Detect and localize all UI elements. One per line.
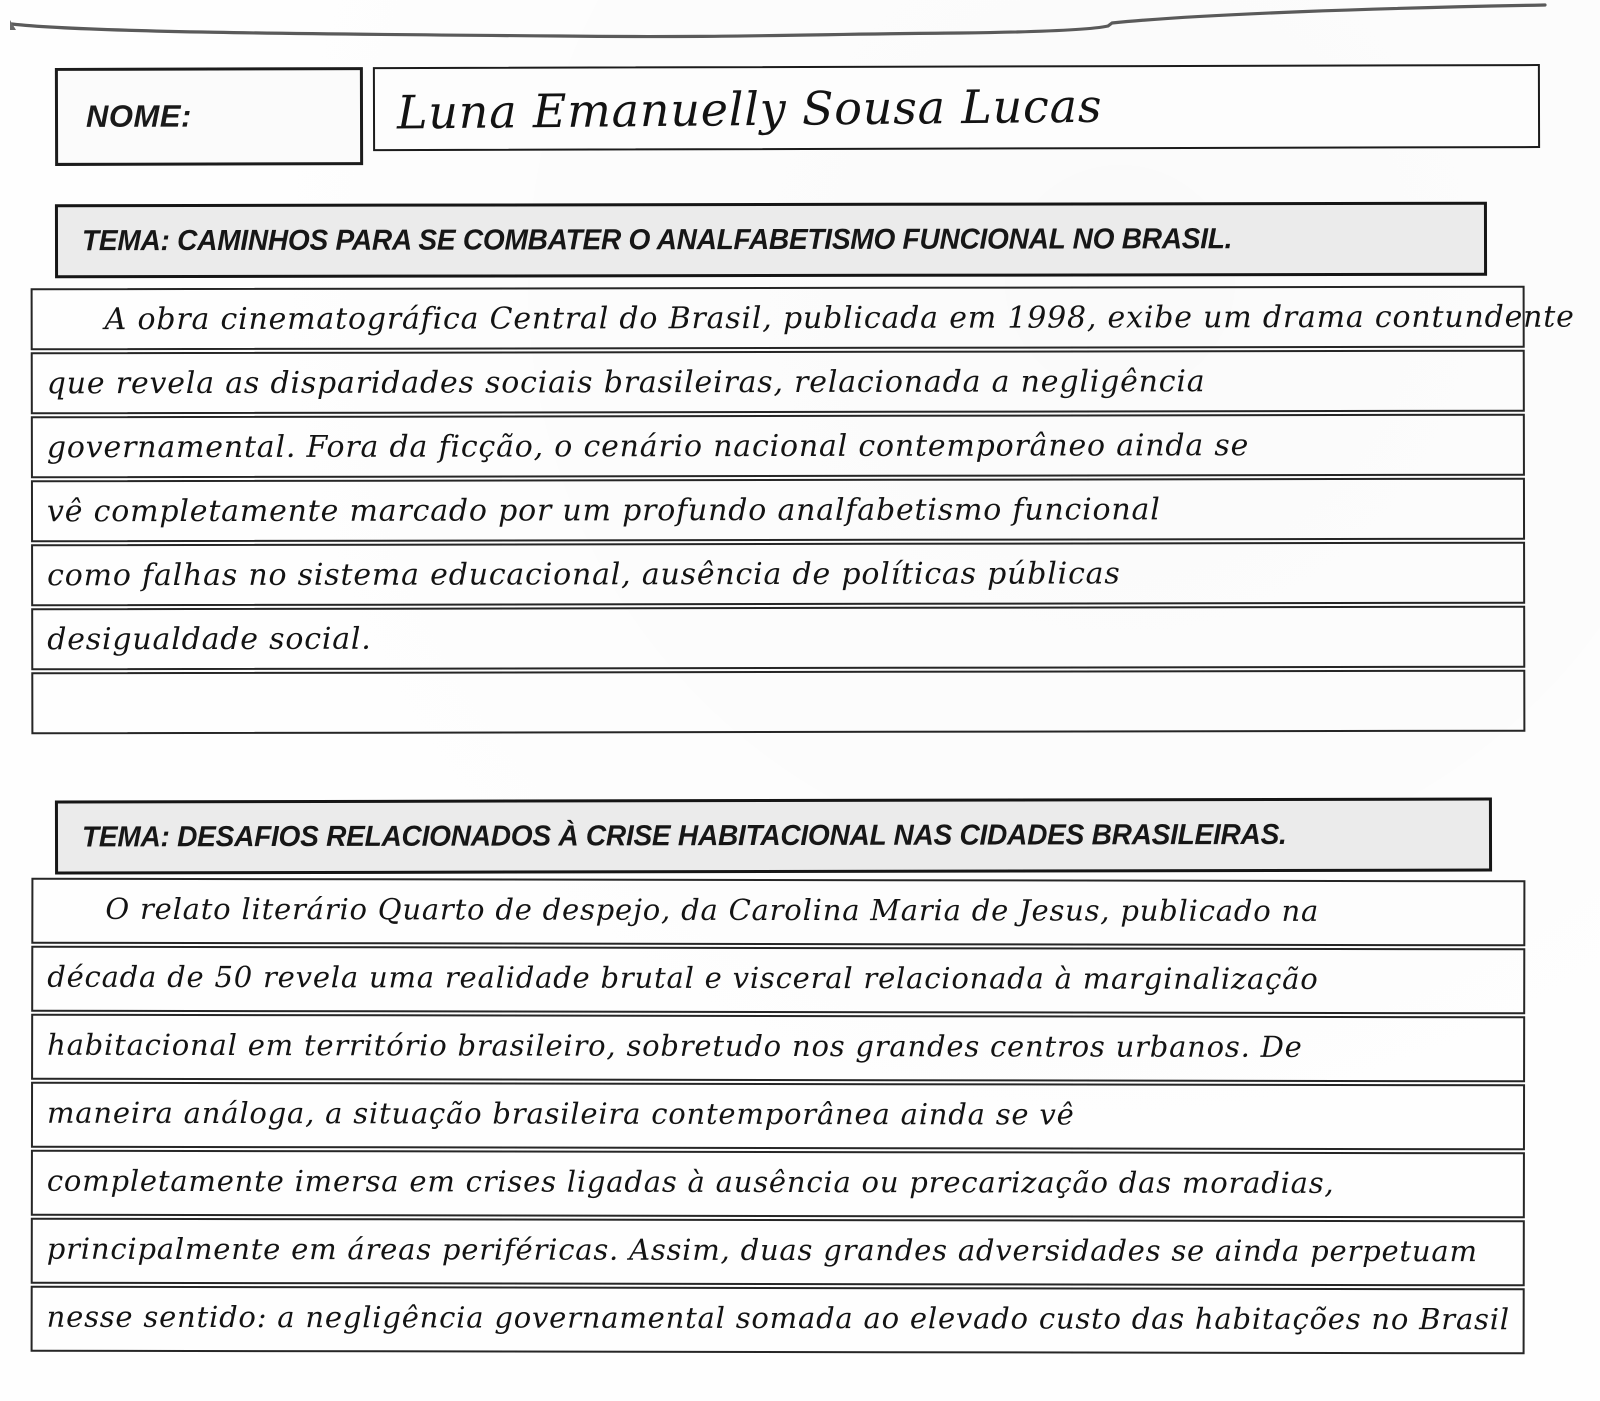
handwritten-text: desigualdade social. (47, 621, 372, 658)
essay-2-answer-block (31, 878, 1526, 1357)
name-field (373, 64, 1540, 151)
handwritten-text: habitacional em território brasileiro, sobretudo nos grandes centros urbanos. De (47, 1027, 1303, 1064)
name-handwritten-value: Luna Emanuelly Sousa Lucas (396, 78, 1103, 140)
handwritten-text: vê completamente marcado por um profundo analfabetismo funcional (46, 492, 1161, 530)
name-label: NOME: (85, 98, 192, 134)
essay-1-line-7-empty (31, 670, 1525, 735)
tema-2-header (55, 797, 1492, 874)
handwritten-text: nesse sentido: a negligência governamental somada ao elevado custo das habitações no Brasil (46, 1299, 1510, 1337)
essay-1-line-2 (31, 350, 1525, 415)
essay-1-line-6 (31, 606, 1525, 671)
name-row (55, 64, 1540, 160)
handwritten-text: como falhas no sistema educacional, ausência de políticas públicas (47, 556, 1121, 594)
handwritten-text: década de 50 revela uma realidade brutal e visceral relacionada à marginalização (47, 959, 1319, 996)
essay-2-line-7 (31, 1286, 1525, 1355)
handwritten-text: principalmente em áreas periféricas. Assim, duas grandes adversidades se ainda perpetuam (46, 1231, 1478, 1269)
handwritten-text: maneira análoga, a situação brasileira contemporânea ainda se vê (46, 1095, 1075, 1132)
tema-2-title: TEMA: DESAFIOS RELACIONADOS À CRISE HABITACIONAL NAS CIDADES BRASILEIRAS. (81, 818, 1287, 853)
handwritten-text: completamente imersa em crises ligadas à ausência ou precarização das moradias, (46, 1163, 1335, 1200)
essay-1-line-1 (31, 286, 1575, 351)
name-label-box (55, 67, 363, 166)
tema-1-title: TEMA: CAMINHOS PARA SE COMBATER O ANALFABETISMO FUNCIONAL NO BRASIL. (81, 222, 1233, 257)
handwritten-text: O relato literário Quarto de despejo, da Carolina Maria de Jesus, publicado na (105, 891, 1320, 928)
essay-1-line-3 (31, 414, 1525, 479)
essay-2-line-2 (31, 946, 1525, 1015)
essay-2-line-3 (31, 1014, 1525, 1083)
essay-1-line-5 (31, 542, 1525, 607)
essay-1-answer-block (31, 286, 1575, 737)
scan-edge-line-icon (0, 0, 1600, 50)
handwritten-text: A obra cinematográfica Central do Brasil, publicada em 1998, exibe um drama contundente (104, 299, 1575, 338)
essay-2-line-1 (31, 878, 1525, 947)
tema-1-header (55, 202, 1487, 278)
essay-1-line-4 (31, 478, 1525, 543)
handwritten-text: governamental. Fora da ficção, o cenário nacional contemporâneo ainda se (46, 428, 1250, 466)
handwritten-text: que revela as disparidades sociais brasileiras, relacionada a negligência (46, 364, 1206, 402)
essay-2-line-5 (31, 1150, 1525, 1219)
essay-2-line-4 (31, 1082, 1525, 1151)
essay-2-line-6 (31, 1218, 1525, 1287)
